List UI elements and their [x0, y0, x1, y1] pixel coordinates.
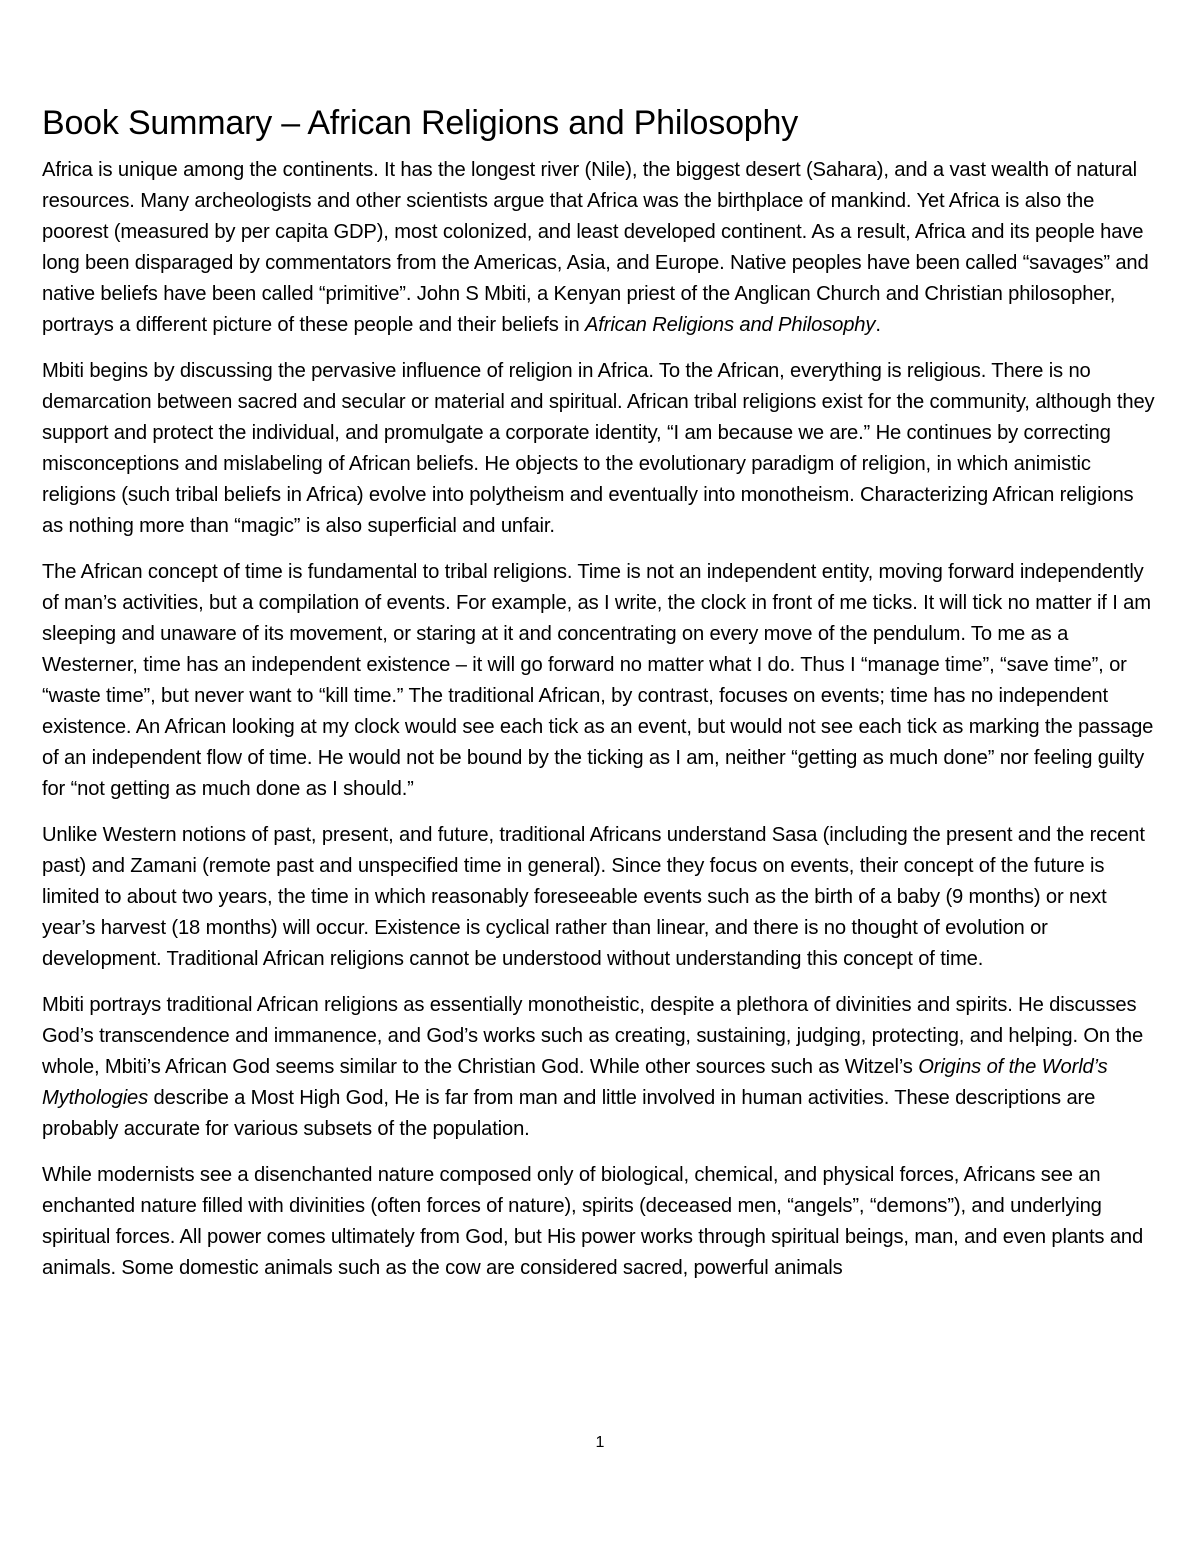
paragraph-text: . — [875, 314, 881, 336]
paragraph-text: Mbiti portrays traditional African religions as essentially monotheistic, despite a plethora of divinities and spirits. He discusses God’s transcendence and immanence, and God’s works such as creating, sustaining, judging, protecting, and helping. On the whole, Mbiti’s African God seems similar to the Christian God. While other sources such as Witzel’s — [42, 994, 1144, 1078]
document-title: Book Summary – African Religions and Philosophy — [42, 104, 798, 142]
reference-title-italic: Origins of the World’s Mythologies — [42, 1056, 1108, 1109]
paragraph-sasa-zamani: Unlike Western notions of past, present, and future, traditional Africans understand Sasa (including the present and the recent past) and Zamani (remote past and unspecified time in general). Since they focus on events, their concept of the future is limited to about two years, the time in which reasonably foreseeable events such as the birth of a baby (9 months) or next year’s harvest (18 months) will occur. Existence is cyclical rather than linear, and there is no thought of evolution or development. Traditional African religions cannot be understood without understanding this concept of time. — [42, 824, 1145, 970]
book-title-italic: African Religions and Philosophy — [584, 314, 876, 336]
paragraph-intro — [42, 155, 1158, 341]
paragraph-concept-of-time: The African concept of time is fundamental to tribal religions. Time is not an independent entity, moving forward independently of man’s activities, but a compilation of events. For example, as I write, the clock in front of me ticks. It will tick no matter if I am sleeping and unaware of its movement, or staring at it and concentrating on every move of the pendulum. To me as a Westerner, time has an independent existence – it will go forward no matter what I do. Thus I “manage time”, “save time”, or “waste time”, but never want to “kill time.” The traditional African, by contrast, focuses on events; time has no independent existence. An African looking at my clock would see each tick as an event, but would not see each tick as marking the passage of an independent flow of time. He would not be bound by the ticking as I am, neither “getting as much done” nor feeling guilty for “not getting as much done as I should.” — [42, 561, 1154, 800]
paragraph-religion-influence: Mbiti begins by discussing the pervasive influence of religion in Africa. To the African, everything is religious. There is no demarcation between sacred and secular or material and spiritual. African tribal religions exist for the community, although they support and protect the individual, and promulgate a corporate identity, “I am because we are.” He continues by correcting misconceptions and mislabeling of African beliefs. He objects to the evolutionary paradigm of religion, in which animistic religions (such tribal beliefs in Africa) evolve into polytheism and eventually into monotheism. Characterizing African religions as nothing more than “magic” is also superficial and unfair. — [42, 360, 1155, 537]
paragraph-enchanted-nature: While modernists see a disenchanted nature composed only of biological, chemical, and physical forces, Africans see an enchanted nature filled with divinities (often forces of nature), spirits (deceased men, “angels”, “demons”), and underlying spiritual forces. All power comes ultimately from God, but His power works through spiritual beings, man, and even plants and animals. Some domestic animals such as the cow are considered sacred, powerful animals — [42, 1164, 1144, 1279]
paragraph-text: Africa is unique among the continents. It has the longest river (Nile), the biggest desert (Sahara), and a vast wealth of natural resources. Many archeologists and other scientists argue that Africa was the birthplace of mankind. Yet Africa is also the poorest (measured by per capita GDP), most colonized, and least developed continent. As a result, Africa and its people have long been disparaged by commentators from the Americas, Asia, and Europe. Native peoples have been called “savages” and native beliefs have been called “primitive”. John S Mbiti, a Kenyan priest of the Anglican Church and Christian philosopher, portrays a different picture of these people and their beliefs in — [42, 159, 1149, 336]
page-number: 1 — [595, 1434, 605, 1451]
paragraph-text: describe a Most High God, He is far from man and little involved in human activities. These descriptions are probably accurate for various subsets of the population. — [42, 1087, 1096, 1140]
paragraph-monotheism — [42, 990, 1158, 1145]
